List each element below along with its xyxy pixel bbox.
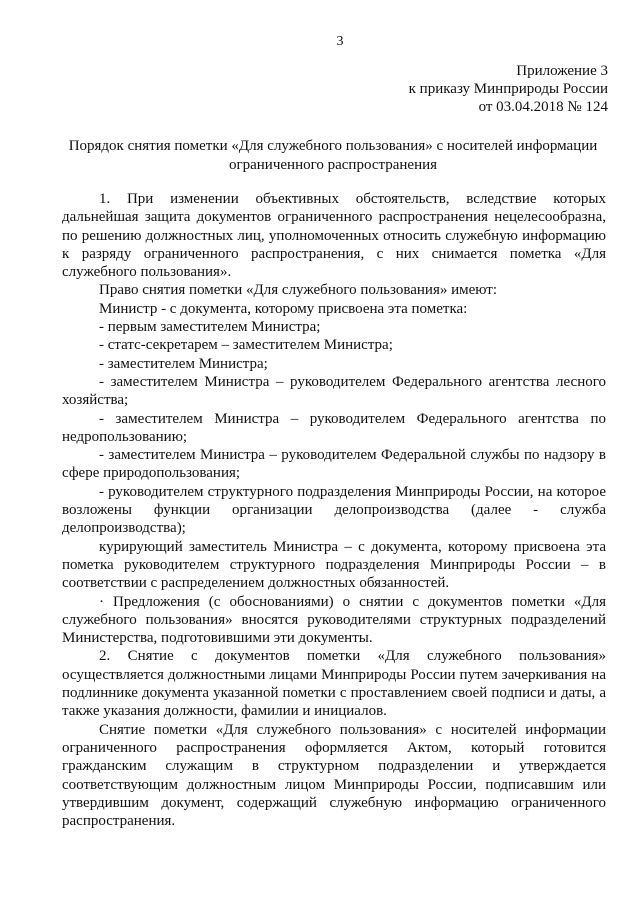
appendix-line-1: Приложение 3 [516, 63, 608, 79]
paragraph-2: 2. Снятие с документов пометки «Для служебного пользования» осуществляется должностными лицами Минприроды России путем зачеркивания на подлиннике документа указанной пометки с проставлением своей подписи и даты, а также указания должности, фамилии и инициалов. [62, 648, 606, 720]
document-title [60, 137, 606, 175]
list-item-forestry: - заместителем Министра – руководителем Федерального агентства лесного хозяйства; [62, 373, 606, 409]
list-item-subsoil: - заместителем Министра – руководителем Федерального агентства по недропользованию; [62, 410, 606, 445]
appendix-line-3: от 03.04.2018 № 124 [478, 99, 608, 115]
paragraph-curating-deputy: курирующий заместитель Министра – с документа, которому присвоена эта пометка руководителем структурного подразделения Минприроды России – в соответствии с распределением должностных обязанностей. [62, 538, 606, 592]
list-item-nature-supervision: - заместителем Министра – руководителем Федеральной службы по надзору в сфере природопользования; [62, 447, 606, 482]
title-line-1: Порядок снятия пометки «Для служебного пользования» с носителей информации [68, 138, 598, 154]
paragraph-act: Снятие пометки «Для служебного пользования» с носителей информации ограниченного распространения оформляется Актом, который готовится гражданским служащим в структурном подразделении и утверждается соответствующим должностным лицом Минприроды России, подписавшим или утвердившим документ, содержащий служебную информацию ограниченного распространения. [62, 721, 606, 830]
list-item-records-service: - руководителем структурного подразделения Минприроды России, на которое возложены функции организации делопроизводства (далее - служба делопроизводства); [62, 483, 606, 537]
paragraph-1: 1. При изменении объективных обстоятельств, вследствие которых дальнейшая защита документов ограниченного распространения нецелесообразна, по решению должностных лиц, уполномоченных относить служебную информацию к разряду ограниченного распространения, с них снимается пометка «Для служебного пользования». [62, 191, 606, 281]
list-item-deputy: - заместителем Министра; [99, 355, 268, 372]
appendix-block [409, 62, 608, 116]
list-item-state-secretary: - статс-секретарем – заместителем Министра; [99, 337, 393, 354]
document-body [62, 190, 606, 830]
paragraph-minister: Министр - с документа, которому присвоена эта пометка: [99, 300, 468, 317]
page-number: 3 [336, 34, 344, 49]
list-item-first-deputy: - первым заместителем Министра; [99, 319, 321, 336]
appendix-line-2: к приказу Минприроды России [408, 81, 608, 97]
paragraph-right-holders: Право снятия пометки «Для служебного пользования» имеют: [99, 282, 498, 299]
title-line-2: ограниченного распространения [228, 157, 438, 173]
paragraph-proposals: · Предложения (с обоснованиями) о снятии с документов пометки «Для служебного пользования» вносятся руководителями структурных подразделений Министерства, подготовившими эти документы. [62, 593, 606, 647]
